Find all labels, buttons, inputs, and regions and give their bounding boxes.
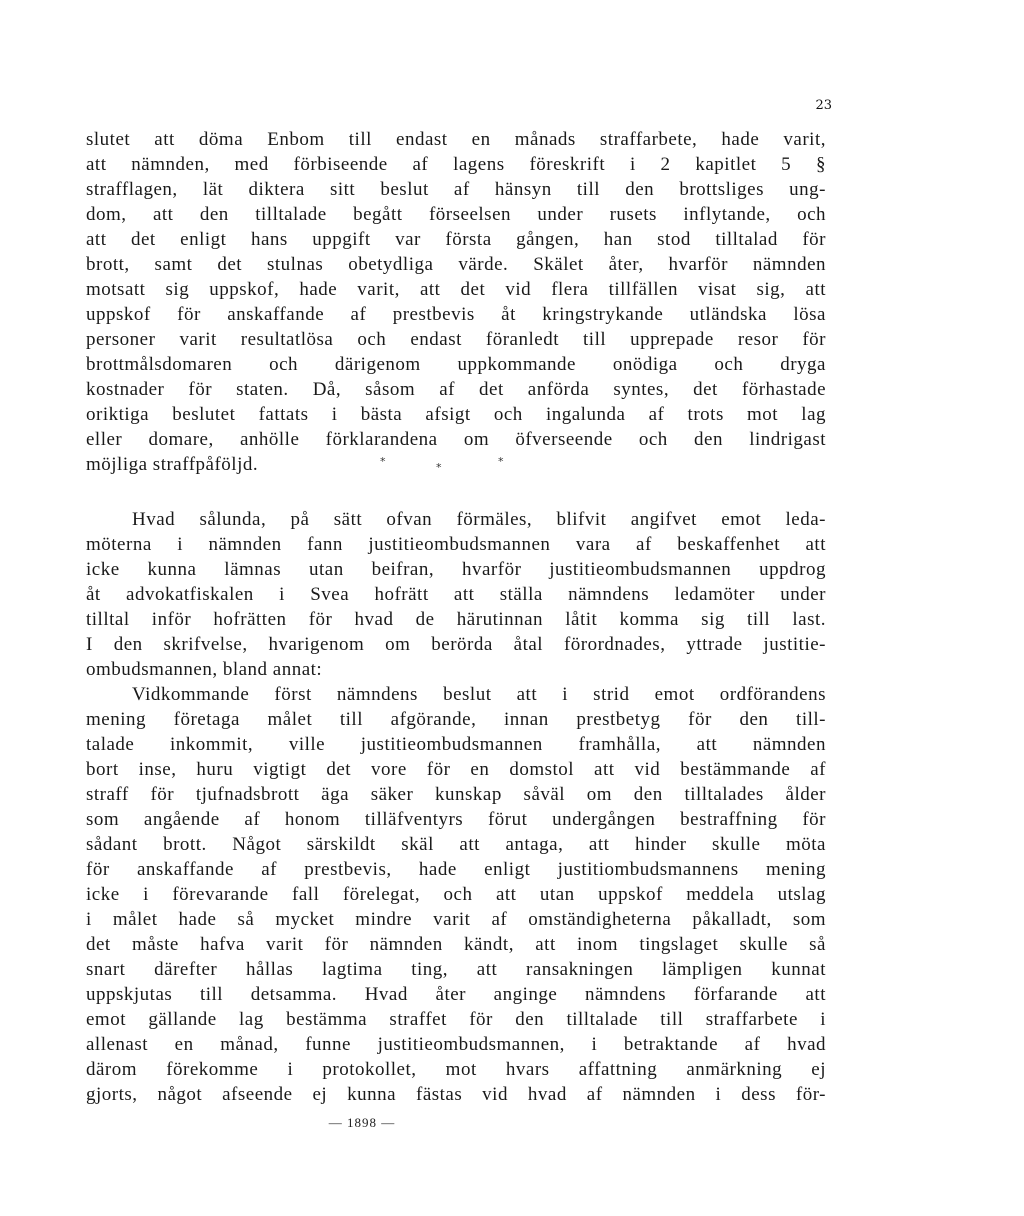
text-line: straff för tjufnadsbrott äga säker kunskap såväl om den tilltalades ålder [86, 784, 826, 805]
text-line: Vidkommande först nämndens beslut att i strid emot ordförandens [132, 684, 826, 705]
text-line: talade inkommit, ville justitieombudsmannen framhålla, att nämnden [86, 734, 826, 755]
text-line: oriktiga beslutet fattats i bästa afsigt och ingalunda af trots mot lag [86, 404, 826, 425]
text-line: det måste hafva varit för nämnden kändt, att inom tingslaget skulle så [86, 934, 826, 955]
text-line: sådant brott. Något särskildt skäl att antaga, att hinder skulle möta [86, 834, 826, 855]
text-line: åt advokatfiskalen i Svea hofrätt att ställa nämndens ledamöter under [86, 584, 826, 605]
text-line: uppskjutas till detsamma. Hvad åter anginge nämndens förfarande att [86, 984, 826, 1005]
page-footer-year: — 1898 — [328, 1115, 396, 1130]
text-line: kostnader för staten. Då, såsom af det anförda syntes, det förhastade [86, 379, 826, 400]
text-line: gjorts, något afseende ej kunna fästas vid hvad af nämnden i dess för- [86, 1084, 826, 1105]
text-line: snart därefter hållas lagtima ting, att ransakningen lämpligen kunnat [86, 959, 826, 980]
text-line: icke kunna lämnas utan beifran, hvarför justitieombudsmannen uppdrog [86, 559, 826, 580]
text-line: icke i förevarande fall förelegat, och att utan uppskof meddela utslag [86, 884, 826, 905]
text-line: möterna i nämnden fann justitieombudsmannen vara af beskaffenhet att [86, 534, 826, 555]
text-line: därom förekomme i protokollet, mot hvars affattning anmärkning ej [86, 1059, 826, 1080]
text-line: brottmålsdomaren och därigenom uppkommande onödiga och dryga [86, 354, 826, 375]
text-line: allenast en månad, funne justitieombudsmannen, i betraktande af hvad [86, 1034, 826, 1055]
text-line: tilltal inför hofrätten för hvad de härutinnan låtit komma sig till last. [86, 609, 826, 630]
text-line: som angående af honom tilläfventyrs förut undergången bestraffning för [86, 809, 826, 830]
text-line: bort inse, huru vigtigt det vore för en domstol att vid bestämmande af [86, 759, 826, 780]
text-line: att det enligt hans uppgift var första gången, han stod tilltalad för [86, 229, 826, 250]
text-line: emot gällande lag bestämma straffet för den tilltalade till straffarbete i [86, 1009, 826, 1030]
text-line: i målet hade så mycket mindre varit af omständigheterna påkalladt, som [86, 909, 826, 930]
asterism-mark: * [380, 455, 386, 468]
text-line: I den skrifvelse, hvarigenom om berörda åtal förordnades, yttrade justitie- [86, 634, 826, 655]
text-line: möjliga straffpåföljd. [86, 454, 259, 475]
text-line: för anskaffande af prestbevis, hade enligt justitiombudsmannens mening [86, 859, 826, 880]
text-line: dom, att den tilltalade begått förseelsen under rusets inflytande, och [86, 204, 826, 225]
text-line: personer varit resultatlösa och endast föranledt till upprepade resor för [86, 329, 826, 350]
text-line: brott, samt det stulnas obetydliga värde. Skälet åter, hvarför nämnden [86, 254, 826, 275]
text-line: uppskof för anskaffande af prestbevis åt kringstrykande utländska lösa [86, 304, 826, 325]
text-line: eller domare, anhölle förklarandena om öfverseende och den lindrigast [86, 429, 826, 450]
text-line: Hvad sålunda, på sätt ofvan förmäles, blifvit angifvet emot leda- [132, 509, 826, 530]
asterism-mark: * [436, 461, 442, 474]
page-number: 23 [815, 98, 832, 113]
text-line: att nämnden, med förbiseende af lagens föreskrift i 2 kapitlet 5 § [86, 154, 826, 175]
text-line: mening företaga målet till afgörande, innan prestbetyg för den till- [86, 709, 826, 730]
text-line: ombudsmannen, bland annat: [86, 659, 323, 680]
asterism-mark: * [498, 455, 504, 468]
text-line: slutet att döma Enbom till endast en månads straffarbete, hade varit, [86, 129, 826, 150]
text-line: strafflagen, lät diktera sitt beslut af hänsyn till den brottsliges ung- [86, 179, 826, 200]
text-line: motsatt sig uppskof, hade varit, att det vid flera tillfällen visat sig, att [86, 279, 826, 300]
